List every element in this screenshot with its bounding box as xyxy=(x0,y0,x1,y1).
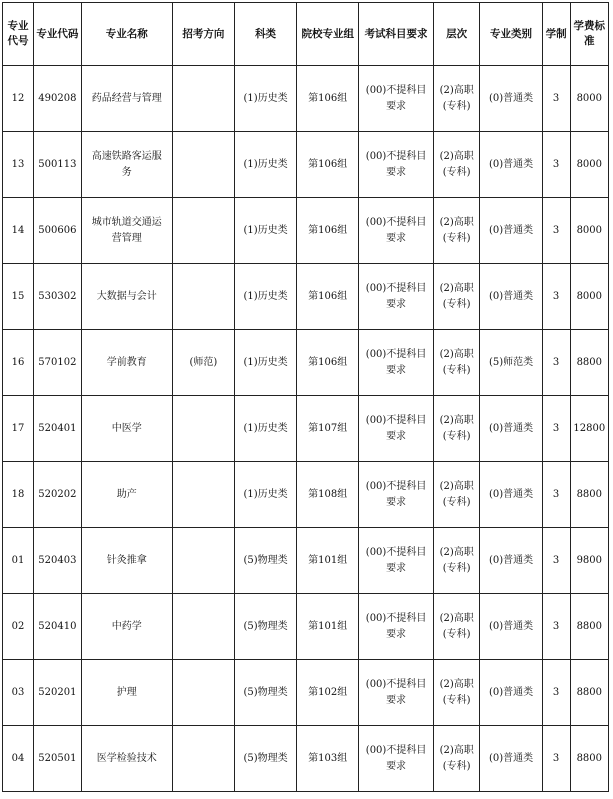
cell-category: (1)历史类 xyxy=(235,462,297,528)
cell-major-name: 护理 xyxy=(81,660,172,726)
cell-group: 第106组 xyxy=(297,264,359,330)
cell-category: (1)历史类 xyxy=(235,330,297,396)
cell-requirement: (00)不提科目要求 xyxy=(359,462,434,528)
cell-category: (1)历史类 xyxy=(235,198,297,264)
cell-years: 3 xyxy=(542,726,570,792)
cell-requirement: (00)不提科目要求 xyxy=(359,198,434,264)
cell-group: 第106组 xyxy=(297,198,359,264)
cell-level: (2)高职(专科) xyxy=(433,660,480,726)
cell-type: (0)普通类 xyxy=(480,396,542,462)
cell-type: (0)普通类 xyxy=(480,660,542,726)
cell-major-code: 520501 xyxy=(34,726,82,792)
cell-level: (2)高职(专科) xyxy=(433,726,480,792)
cell-major-number: 12 xyxy=(3,66,34,132)
header-years: 学制 xyxy=(542,3,570,66)
cell-direction xyxy=(172,132,234,198)
cell-years: 3 xyxy=(542,198,570,264)
cell-group: 第103组 xyxy=(297,726,359,792)
enrollment-table xyxy=(2,2,609,792)
cell-years: 3 xyxy=(542,330,570,396)
cell-requirement: (00)不提科目要求 xyxy=(359,528,434,594)
cell-direction xyxy=(172,594,234,660)
cell-fee: 8800 xyxy=(570,462,608,528)
header-major-number: 专业代号 xyxy=(3,3,34,66)
cell-fee: 8800 xyxy=(570,726,608,792)
cell-group: 第106组 xyxy=(297,330,359,396)
cell-group: 第107组 xyxy=(297,396,359,462)
table-row xyxy=(3,528,609,594)
header-major-code: 专业代码 xyxy=(34,3,82,66)
cell-years: 3 xyxy=(542,264,570,330)
cell-major-name: 中药学 xyxy=(81,594,172,660)
header-level: 层次 xyxy=(433,3,480,66)
cell-level: (2)高职(专科) xyxy=(433,594,480,660)
cell-type: (0)普通类 xyxy=(480,264,542,330)
table-row xyxy=(3,660,609,726)
cell-level: (2)高职(专科) xyxy=(433,264,480,330)
cell-category: (5)物理类 xyxy=(235,594,297,660)
table-row xyxy=(3,66,609,132)
cell-years: 3 xyxy=(542,462,570,528)
cell-years: 3 xyxy=(542,528,570,594)
cell-major-name: 城市轨道交通运营管理 xyxy=(81,198,172,264)
cell-type: (0)普通类 xyxy=(480,462,542,528)
cell-level: (2)高职(专科) xyxy=(433,66,480,132)
table-row xyxy=(3,198,609,264)
cell-major-name: 学前教育 xyxy=(81,330,172,396)
cell-direction xyxy=(172,660,234,726)
header-group: 院校专业组 xyxy=(297,3,359,66)
cell-major-name: 医学检验技术 xyxy=(81,726,172,792)
cell-fee: 9800 xyxy=(570,528,608,594)
cell-type: (0)普通类 xyxy=(480,66,542,132)
header-requirement: 考试科目要求 xyxy=(359,3,434,66)
cell-category: (1)历史类 xyxy=(235,396,297,462)
cell-type: (0)普通类 xyxy=(480,198,542,264)
cell-level: (2)高职(专科) xyxy=(433,198,480,264)
cell-major-code: 520202 xyxy=(34,462,82,528)
cell-major-code: 520401 xyxy=(34,396,82,462)
cell-major-number: 04 xyxy=(3,726,34,792)
cell-group: 第102组 xyxy=(297,660,359,726)
cell-major-code: 520410 xyxy=(34,594,82,660)
cell-fee: 8800 xyxy=(570,660,608,726)
cell-group: 第106组 xyxy=(297,132,359,198)
cell-requirement: (00)不提科目要求 xyxy=(359,132,434,198)
cell-years: 3 xyxy=(542,396,570,462)
cell-type: (5)师范类 xyxy=(480,330,542,396)
cell-requirement: (00)不提科目要求 xyxy=(359,594,434,660)
cell-major-code: 570102 xyxy=(34,330,82,396)
table-row xyxy=(3,726,609,792)
cell-major-number: 15 xyxy=(3,264,34,330)
table-body xyxy=(3,66,609,792)
cell-major-code: 500113 xyxy=(34,132,82,198)
cell-major-name: 中医学 xyxy=(81,396,172,462)
header-category: 科类 xyxy=(235,3,297,66)
cell-direction: (师范) xyxy=(172,330,234,396)
cell-level: (2)高职(专科) xyxy=(433,396,480,462)
cell-requirement: (00)不提科目要求 xyxy=(359,264,434,330)
header-row xyxy=(3,3,609,66)
cell-major-name: 高速铁路客运服务 xyxy=(81,132,172,198)
cell-direction xyxy=(172,396,234,462)
cell-direction xyxy=(172,726,234,792)
cell-category: (5)物理类 xyxy=(235,726,297,792)
cell-major-name: 药品经营与管理 xyxy=(81,66,172,132)
cell-level: (2)高职(专科) xyxy=(433,528,480,594)
cell-requirement: (00)不提科目要求 xyxy=(359,396,434,462)
cell-fee: 8000 xyxy=(570,198,608,264)
cell-group: 第106组 xyxy=(297,66,359,132)
cell-category: (1)历史类 xyxy=(235,264,297,330)
cell-years: 3 xyxy=(542,594,570,660)
cell-type: (0)普通类 xyxy=(480,726,542,792)
cell-major-number: 14 xyxy=(3,198,34,264)
cell-fee: 8000 xyxy=(570,264,608,330)
cell-category: (1)历史类 xyxy=(235,66,297,132)
cell-major-name: 针灸推拿 xyxy=(81,528,172,594)
table-row xyxy=(3,594,609,660)
cell-requirement: (00)不提科目要求 xyxy=(359,66,434,132)
cell-years: 3 xyxy=(542,66,570,132)
cell-major-number: 18 xyxy=(3,462,34,528)
cell-major-number: 01 xyxy=(3,528,34,594)
cell-years: 3 xyxy=(542,660,570,726)
cell-years: 3 xyxy=(542,132,570,198)
cell-major-number: 17 xyxy=(3,396,34,462)
table-row xyxy=(3,264,609,330)
header-type: 专业类别 xyxy=(480,3,542,66)
cell-fee: 8800 xyxy=(570,594,608,660)
cell-level: (2)高职(专科) xyxy=(433,132,480,198)
cell-major-name: 大数据与会计 xyxy=(81,264,172,330)
cell-category: (1)历史类 xyxy=(235,132,297,198)
header-fee: 学费标准 xyxy=(570,3,608,66)
table-row xyxy=(3,462,609,528)
cell-fee: 8000 xyxy=(570,66,608,132)
cell-fee: 12800 xyxy=(570,396,608,462)
table-row xyxy=(3,132,609,198)
cell-group: 第108组 xyxy=(297,462,359,528)
cell-group: 第101组 xyxy=(297,528,359,594)
cell-major-code: 530302 xyxy=(34,264,82,330)
cell-major-name: 助产 xyxy=(81,462,172,528)
cell-direction xyxy=(172,198,234,264)
cell-major-code: 490208 xyxy=(34,66,82,132)
cell-direction xyxy=(172,462,234,528)
cell-major-number: 02 xyxy=(3,594,34,660)
cell-major-number: 13 xyxy=(3,132,34,198)
header-direction: 招考方向 xyxy=(172,3,234,66)
cell-major-code: 520201 xyxy=(34,660,82,726)
cell-direction xyxy=(172,66,234,132)
cell-level: (2)高职(专科) xyxy=(433,330,480,396)
cell-level: (2)高职(专科) xyxy=(433,462,480,528)
cell-type: (0)普通类 xyxy=(480,132,542,198)
cell-direction xyxy=(172,528,234,594)
cell-requirement: (00)不提科目要求 xyxy=(359,660,434,726)
cell-type: (0)普通类 xyxy=(480,528,542,594)
cell-direction xyxy=(172,264,234,330)
cell-requirement: (00)不提科目要求 xyxy=(359,726,434,792)
cell-major-number: 16 xyxy=(3,330,34,396)
table-row xyxy=(3,396,609,462)
cell-major-number: 03 xyxy=(3,660,34,726)
table-row xyxy=(3,330,609,396)
cell-requirement: (00)不提科目要求 xyxy=(359,330,434,396)
cell-group: 第101组 xyxy=(297,594,359,660)
header-major-name: 专业名称 xyxy=(81,3,172,66)
cell-major-code: 500606 xyxy=(34,198,82,264)
cell-type: (0)普通类 xyxy=(480,594,542,660)
cell-major-code: 520403 xyxy=(34,528,82,594)
cell-category: (5)物理类 xyxy=(235,660,297,726)
cell-fee: 8000 xyxy=(570,132,608,198)
cell-fee: 8800 xyxy=(570,330,608,396)
cell-category: (5)物理类 xyxy=(235,528,297,594)
